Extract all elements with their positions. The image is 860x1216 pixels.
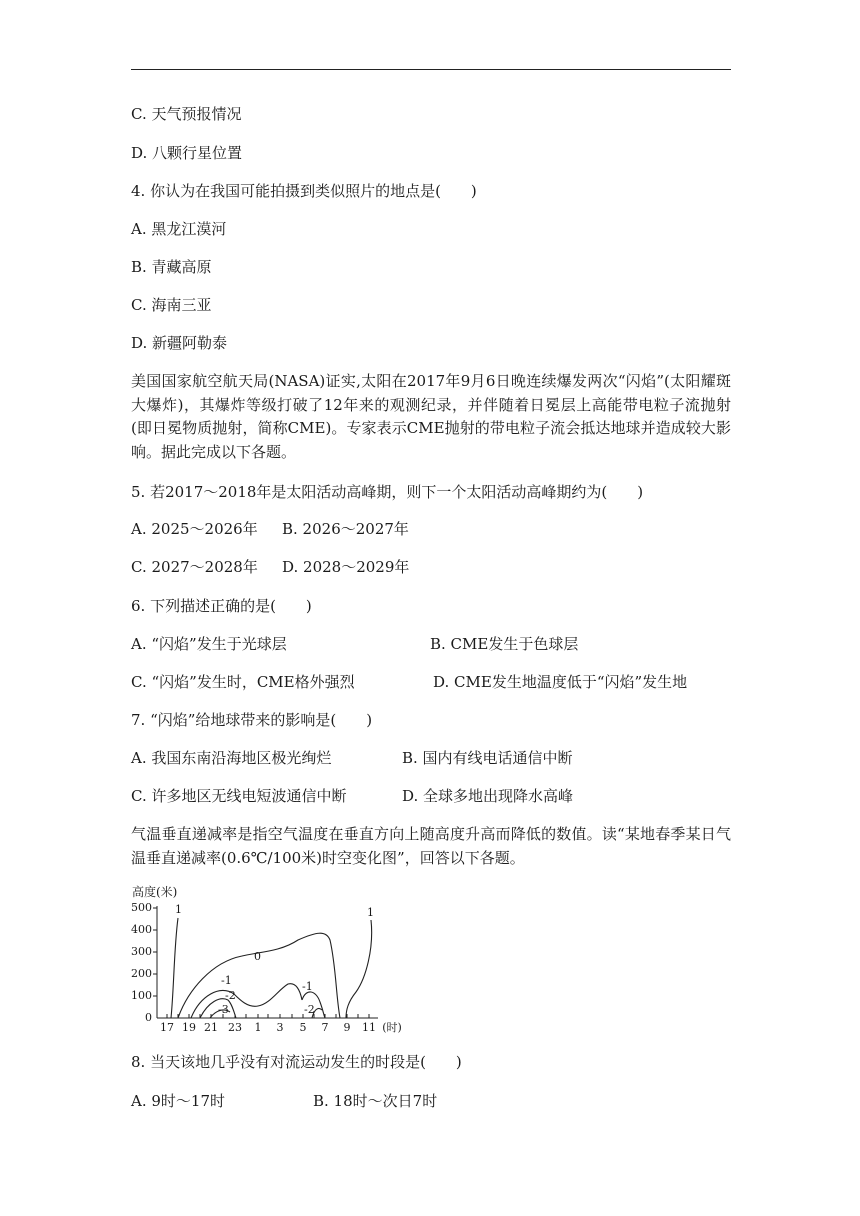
q4-option-b: B. 青藏高原 — [131, 258, 212, 276]
x-tick: 7 — [321, 1021, 329, 1034]
x-tick: 5 — [299, 1021, 307, 1034]
lapse-rate-contour-figure — [130, 878, 420, 1038]
passage-solar-flare: 美国国家航空航天局(NASA)证实,太阳在2017年9月6日晚连续爆发两次“闪焰”(太阳耀斑大爆炸)，其爆炸等级打破了12年来的观测纪录，并伴随着日冕层上高能带电粒子流抛射(即日冕物质抛射，简称CME)。专家表示CME抛射的带电粒子流会抵达地球并造成较大影响。据此完成以下各题。 — [131, 372, 731, 461]
x-tick: 19 — [182, 1021, 196, 1034]
y-tick: 200 — [131, 967, 152, 980]
q5-option-d: D. 2028～2029年 — [282, 558, 410, 576]
q4-stem: 4. 你认为在我国可能拍摄到类似照片的地点是( ) — [131, 182, 477, 200]
x-tick: 17 — [160, 1021, 174, 1034]
q6-stem: 6. 下列描述正确的是( ) — [131, 597, 312, 615]
q4-option-a: A. 黑龙江漠河 — [131, 220, 227, 238]
contour-minus1-left — [191, 984, 302, 1018]
y-tick: 300 — [131, 945, 152, 958]
passage-lapse-rate: 气温垂直递减率是指空气温度在垂直方向上随高度升高而降低的数值。读“某地春季某日气温垂直递减率(0.6℃/100米)时空变化图”，回答以下各题。 — [131, 825, 731, 867]
q7-option-d: D. 全球多地出现降水高峰 — [402, 787, 574, 805]
q6-option-d: D. CME发生地温度低于“闪焰”发生地 — [433, 673, 688, 691]
q6-option-c: C. “闪焰”发生时，CME格外强烈 — [131, 673, 355, 691]
y-tick: 400 — [131, 923, 152, 936]
q5-option-b: B. 2026～2027年 — [282, 520, 409, 538]
x-tick: 1 — [254, 1021, 262, 1034]
q4-option-d: D. 新疆阿勒泰 — [131, 334, 228, 352]
contour-label: 1 — [367, 906, 374, 919]
q7-option-c: C. 许多地区无线电短波通信中断 — [131, 787, 347, 805]
y-axis-label: 高度(米) — [132, 885, 178, 899]
q8-option-b: B. 18时～次日7时 — [313, 1092, 438, 1110]
contour-label: -1 — [221, 974, 232, 987]
q7-option-a: A. 我国东南沿海地区极光绚烂 — [131, 749, 332, 767]
q5-option-a: A. 2025～2026年 — [131, 520, 258, 538]
q5-option-c: C. 2027～2028年 — [131, 558, 258, 576]
y-tick: 0 — [145, 1011, 152, 1024]
x-tick: 21 — [204, 1021, 218, 1034]
q4-option-c: C. 海南三亚 — [131, 296, 212, 314]
q3-option-d: D. 八颗行星位置 — [131, 144, 243, 162]
contour-label: 1 — [175, 903, 182, 916]
q7-option-b: B. 国内有线电话通信中断 — [402, 749, 573, 767]
contour-1-left — [171, 918, 178, 1018]
q6-option-a: A. “闪焰”发生于光球层 — [131, 635, 287, 653]
q8-stem: 8. 当天该地几乎没有对流运动发生的时段是( ) — [131, 1053, 462, 1071]
x-tick: 3 — [276, 1021, 284, 1034]
x-tick: 11 — [362, 1021, 376, 1034]
header-rule — [131, 69, 731, 70]
y-tick: 100 — [131, 989, 152, 1002]
y-tick: 500 — [131, 901, 152, 914]
contour-label: -2 — [225, 989, 236, 1002]
contour-label: -3 — [218, 1003, 229, 1016]
contour-label: 0 — [254, 950, 261, 963]
contour-label: -2 — [304, 1003, 315, 1016]
q3-option-c: C. 天气预报情况 — [131, 105, 242, 123]
q6-option-b: B. CME发生于色球层 — [430, 635, 579, 653]
x-unit-label: (时) — [382, 1021, 402, 1034]
contour-1-right — [346, 920, 372, 1018]
q7-stem: 7. “闪焰”给地球带来的影响是( ) — [131, 711, 373, 729]
q8-option-a: A. 9时～17时 — [131, 1092, 225, 1110]
contour-label: -1 — [302, 980, 313, 993]
x-tick: 23 — [228, 1021, 242, 1034]
q5-stem: 5. 若2017～2018年是太阳活动高峰期，则下一个太阳活动高峰期约为( ) — [131, 483, 644, 501]
x-tick: 9 — [343, 1021, 351, 1034]
